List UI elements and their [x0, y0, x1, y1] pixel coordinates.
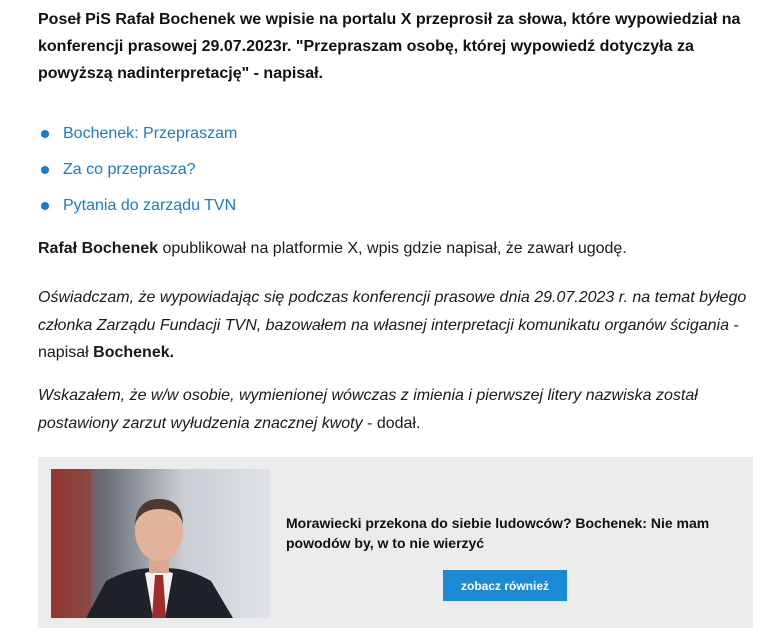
paragraph	[38, 236, 758, 262]
related-article-thumbnail[interactable]	[51, 469, 270, 618]
table-of-contents	[38, 116, 237, 224]
quote-text: Wskazałem, że w/w osobie, wymienionej wówczas z imienia i pierwszej litery nazwiska został postawiony zarzut wyłudzenia znacznej kwoty	[38, 387, 698, 432]
quote-paragraph	[38, 284, 758, 367]
toc-link[interactable]: Pytania do zarządu TVN	[63, 197, 237, 214]
quote-author: Bochenek.	[93, 344, 175, 361]
bullet-icon	[41, 202, 49, 210]
paragraph-text: opublikował na platformie X, wpis gdzie napisał, że zawarł ugodę.	[158, 240, 627, 257]
toc-link[interactable]: Za co przeprasza?	[63, 161, 196, 178]
see-also-button[interactable]: zobacz również	[443, 570, 567, 601]
quote-attribution: - dodał.	[362, 414, 421, 432]
bullet-icon	[41, 130, 49, 138]
quote-paragraph	[38, 382, 758, 437]
toc-link[interactable]: Bochenek: Przepraszam	[63, 125, 238, 142]
article-lead: Poseł PiS Rafał Bochenek we wpisie na portalu X przeprosił za słowa, które wypowiedział na konferencji prasowej 29.07.2023r. "Przepraszam osobę, której wypowiedź dotyczyła za powyższą nadinterpretację" - napisał.	[38, 11, 741, 82]
person-name: Rafał Bochenek	[38, 240, 159, 257]
related-article-title[interactable]: Morawiecki przekona do siebie ludowców? Bochenek: Nie mam powodów by, w to nie wierzyć	[286, 515, 710, 551]
toc-item[interactable]	[38, 188, 237, 224]
quote-attribution: - napisał	[38, 316, 739, 361]
related-article-box[interactable]	[38, 457, 753, 628]
toc-item[interactable]	[38, 152, 237, 188]
toc-item[interactable]	[38, 116, 237, 152]
bullet-icon	[41, 166, 49, 174]
quote-text: Oświadczam, że wypowiadając się podczas konferencji prasowe dnia 29.07.2023 r. na temat byłego członka Zarządu Fundacji TVN, bazowałem na własnej interpretacji komunikatu organów ścigania	[38, 289, 747, 334]
